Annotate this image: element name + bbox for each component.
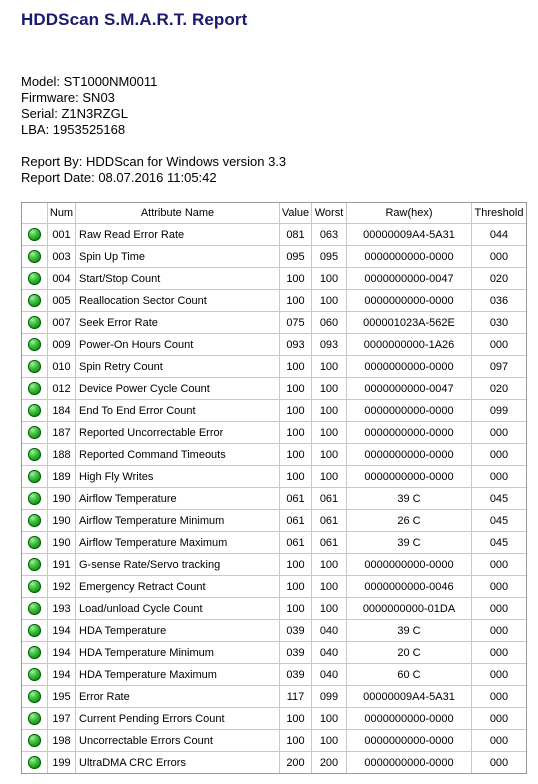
attribute-id: 188 (48, 444, 76, 466)
attribute-name: Device Power Cycle Count (76, 378, 280, 400)
attribute-name: Airflow Temperature Minimum (76, 510, 280, 532)
attribute-name: End To End Error Count (76, 400, 280, 422)
attribute-threshold: 099 (472, 400, 526, 422)
status-cell (22, 224, 48, 246)
table-row (22, 224, 526, 246)
attribute-worst: 100 (312, 730, 347, 752)
status-ok-icon (28, 756, 41, 769)
attribute-threshold: 045 (472, 532, 526, 554)
worst-column-header: Worst (312, 203, 347, 224)
status-cell (22, 554, 48, 576)
spacer (21, 138, 286, 154)
attribute-name: Raw Read Error Rate (76, 224, 280, 246)
attribute-threshold: 000 (472, 642, 526, 664)
attribute-id: 190 (48, 488, 76, 510)
attribute-column-header: Attribute Name (76, 203, 280, 224)
status-cell (22, 598, 48, 620)
table-row (22, 356, 526, 378)
attribute-worst: 100 (312, 598, 347, 620)
attribute-threshold: 000 (472, 444, 526, 466)
attribute-worst: 100 (312, 290, 347, 312)
attribute-worst: 100 (312, 356, 347, 378)
attribute-value: 075 (280, 312, 312, 334)
table-row (22, 554, 526, 576)
attribute-raw: 0000000000-0000 (347, 290, 472, 312)
status-ok-icon (28, 228, 41, 241)
attribute-value: 100 (280, 576, 312, 598)
table-row (22, 312, 526, 334)
table-row (22, 488, 526, 510)
status-ok-icon (28, 536, 41, 549)
attribute-raw: 0000000000-0000 (347, 422, 472, 444)
report-date-line: Report Date: 08.07.2016 11:05:42 (21, 170, 217, 185)
status-cell (22, 400, 48, 422)
attribute-name: Power-On Hours Count (76, 334, 280, 356)
status-ok-icon (28, 272, 41, 285)
attribute-name: HDA Temperature (76, 620, 280, 642)
status-ok-icon (28, 646, 41, 659)
attribute-raw: 0000000000-0047 (347, 268, 472, 290)
attribute-value: 100 (280, 400, 312, 422)
status-ok-icon (28, 624, 41, 637)
attribute-raw: 0000000000-0046 (347, 576, 472, 598)
attribute-id: 194 (48, 664, 76, 686)
attribute-worst: 200 (312, 752, 347, 773)
attribute-id: 195 (48, 686, 76, 708)
status-cell (22, 576, 48, 598)
attribute-worst: 100 (312, 268, 347, 290)
attribute-value: 061 (280, 488, 312, 510)
status-ok-icon (28, 316, 41, 329)
status-cell (22, 334, 48, 356)
status-ok-icon (28, 668, 41, 681)
drive-info (21, 74, 286, 186)
smart-attributes-table (21, 202, 527, 774)
table-row (22, 290, 526, 312)
firmware-line: Firmware: SN03 (21, 90, 115, 105)
attribute-threshold: 000 (472, 730, 526, 752)
attribute-threshold: 000 (472, 334, 526, 356)
attribute-name: High Fly Writes (76, 466, 280, 488)
status-ok-icon (28, 514, 41, 527)
status-cell (22, 378, 48, 400)
table-row (22, 378, 526, 400)
table-row (22, 422, 526, 444)
table-row (22, 752, 526, 773)
table-row (22, 730, 526, 752)
table-row (22, 510, 526, 532)
attribute-raw: 39 C (347, 532, 472, 554)
attribute-value: 100 (280, 730, 312, 752)
attribute-threshold: 044 (472, 224, 526, 246)
attribute-id: 009 (48, 334, 76, 356)
attribute-value: 100 (280, 466, 312, 488)
attribute-threshold: 000 (472, 576, 526, 598)
status-cell (22, 686, 48, 708)
attribute-id: 012 (48, 378, 76, 400)
status-ok-icon (28, 448, 41, 461)
attribute-name: Emergency Retract Count (76, 576, 280, 598)
attribute-value: 093 (280, 334, 312, 356)
attribute-threshold: 000 (472, 708, 526, 730)
attribute-id: 004 (48, 268, 76, 290)
table-row (22, 686, 526, 708)
attribute-threshold: 045 (472, 510, 526, 532)
status-ok-icon (28, 492, 41, 505)
attribute-threshold: 030 (472, 312, 526, 334)
attribute-threshold: 020 (472, 378, 526, 400)
serial-line: Serial: Z1N3RZGL (21, 106, 128, 121)
status-cell (22, 466, 48, 488)
attribute-worst: 063 (312, 224, 347, 246)
attribute-name: Error Rate (76, 686, 280, 708)
attribute-worst: 100 (312, 708, 347, 730)
attribute-worst: 100 (312, 378, 347, 400)
raw-column-header: Raw(hex) (347, 203, 472, 224)
attribute-threshold: 020 (472, 268, 526, 290)
attribute-id: 184 (48, 400, 76, 422)
attribute-worst: 093 (312, 334, 347, 356)
status-ok-icon (28, 426, 41, 439)
status-cell (22, 752, 48, 773)
attribute-value: 100 (280, 598, 312, 620)
attribute-name: Reported Command Timeouts (76, 444, 280, 466)
attribute-threshold: 000 (472, 466, 526, 488)
status-column-header (22, 203, 48, 224)
attribute-threshold: 000 (472, 620, 526, 642)
lba-line: LBA: 1953525168 (21, 122, 126, 137)
attribute-raw: 39 C (347, 488, 472, 510)
attribute-name: Seek Error Rate (76, 312, 280, 334)
attribute-worst: 100 (312, 554, 347, 576)
status-cell (22, 488, 48, 510)
status-cell (22, 246, 48, 268)
attribute-name: Spin Retry Count (76, 356, 280, 378)
attribute-id: 010 (48, 356, 76, 378)
attribute-id: 194 (48, 620, 76, 642)
table-row (22, 268, 526, 290)
attribute-value: 100 (280, 708, 312, 730)
table-row (22, 620, 526, 642)
attribute-value: 039 (280, 664, 312, 686)
attribute-value: 200 (280, 752, 312, 773)
table-row (22, 246, 526, 268)
attribute-threshold: 036 (472, 290, 526, 312)
report-title: HDDScan S.M.A.R.T. Report (21, 10, 248, 29)
attribute-worst: 061 (312, 532, 347, 554)
status-ok-icon (28, 250, 41, 263)
attribute-value: 039 (280, 620, 312, 642)
status-ok-icon (28, 602, 41, 615)
attribute-raw: 0000000000-0000 (347, 730, 472, 752)
status-cell (22, 730, 48, 752)
attribute-id: 191 (48, 554, 76, 576)
attribute-worst: 095 (312, 246, 347, 268)
attribute-id: 189 (48, 466, 76, 488)
attribute-worst: 040 (312, 642, 347, 664)
attribute-raw: 0000000000-0000 (347, 554, 472, 576)
attribute-value: 117 (280, 686, 312, 708)
status-ok-icon (28, 360, 41, 373)
value-column-header: Value (280, 203, 312, 224)
attribute-worst: 099 (312, 686, 347, 708)
attribute-id: 007 (48, 312, 76, 334)
status-cell (22, 268, 48, 290)
attribute-value: 100 (280, 444, 312, 466)
attribute-threshold: 045 (472, 488, 526, 510)
attribute-threshold: 097 (472, 356, 526, 378)
model-line: Model: ST1000NM0011 (21, 74, 158, 89)
attribute-name: Current Pending Errors Count (76, 708, 280, 730)
attribute-id: 187 (48, 422, 76, 444)
status-cell (22, 312, 48, 334)
status-cell (22, 620, 48, 642)
attribute-worst: 060 (312, 312, 347, 334)
threshold-column-header: Threshold (472, 203, 526, 224)
attribute-id: 190 (48, 532, 76, 554)
attribute-threshold: 000 (489, 756, 509, 769)
status-ok-icon (28, 712, 41, 725)
status-cell (22, 444, 48, 466)
attribute-id: 198 (48, 730, 76, 752)
attribute-name: Airflow Temperature Maximum (76, 532, 280, 554)
attribute-raw: 0000000000-0000 (347, 444, 472, 466)
attribute-id: 190 (48, 510, 76, 532)
attribute-name: UltraDMA CRC Errors (76, 752, 280, 773)
attribute-threshold: 000 (472, 422, 526, 444)
attribute-value: 081 (280, 224, 312, 246)
attribute-value: 100 (280, 422, 312, 444)
attribute-worst: 100 (312, 422, 347, 444)
attribute-value: 100 (280, 378, 312, 400)
attribute-worst: 061 (312, 488, 347, 510)
report-by-line: Report By: HDDScan for Windows version 3.3 (21, 154, 287, 169)
attribute-raw: 0000000000-0047 (347, 378, 472, 400)
status-ok-icon (28, 404, 41, 417)
status-ok-icon (28, 470, 41, 483)
table-row (22, 532, 526, 554)
status-ok-icon (28, 580, 41, 593)
status-cell (22, 664, 48, 686)
attribute-worst: 040 (312, 620, 347, 642)
status-cell (22, 290, 48, 312)
attribute-raw: 0000000000-01DA (347, 598, 472, 620)
status-ok-icon (28, 338, 41, 351)
attribute-name: Airflow Temperature (76, 488, 280, 510)
attribute-worst: 100 (312, 400, 347, 422)
attribute-name: Reallocation Sector Count (76, 290, 280, 312)
attribute-name: HDA Temperature Maximum (76, 664, 280, 686)
attribute-worst: 100 (312, 576, 347, 598)
table-row (22, 444, 526, 466)
attribute-raw: 0000000000-0000 (347, 400, 472, 422)
attribute-raw: 00000009A4-5A31 (347, 686, 472, 708)
status-cell (22, 532, 48, 554)
attribute-worst: 061 (312, 510, 347, 532)
table-row (22, 708, 526, 730)
attribute-id: 197 (48, 708, 76, 730)
attribute-value: 039 (280, 642, 312, 664)
attribute-worst: 100 (312, 466, 347, 488)
attribute-value: 100 (280, 356, 312, 378)
status-ok-icon (28, 294, 41, 307)
attribute-name: G-sense Rate/Servo tracking (76, 554, 280, 576)
attribute-name: Start/Stop Count (76, 268, 280, 290)
attribute-id: 003 (48, 246, 76, 268)
attribute-id: 192 (48, 576, 76, 598)
table-row (22, 334, 526, 356)
attribute-name: Reported Uncorrectable Error (76, 422, 280, 444)
attribute-id: 199 (48, 752, 76, 773)
status-cell (22, 510, 48, 532)
status-ok-icon (28, 558, 41, 571)
table-row (22, 576, 526, 598)
attribute-raw: 000001023A-562E (347, 312, 472, 334)
table-row (22, 664, 526, 686)
status-ok-icon (28, 734, 41, 747)
status-cell (22, 356, 48, 378)
attribute-worst: 100 (312, 444, 347, 466)
attribute-value: 061 (280, 532, 312, 554)
attribute-worst: 040 (312, 664, 347, 686)
attribute-raw: 26 C (347, 510, 472, 532)
attribute-raw: 0000000000-0000 (347, 708, 472, 730)
attribute-id: 194 (48, 642, 76, 664)
status-cell (22, 708, 48, 730)
attribute-name: Spin Up Time (76, 246, 280, 268)
attribute-value: 095 (280, 246, 312, 268)
attribute-raw: 0000000000-0000 (347, 246, 472, 268)
table-row (22, 400, 526, 422)
num-column-header: Num (48, 203, 76, 224)
attribute-id: 005 (48, 290, 76, 312)
status-ok-icon (28, 690, 41, 703)
table-row (22, 642, 526, 664)
attribute-threshold: 000 (472, 554, 526, 576)
attribute-name: Load/unload Cycle Count (76, 598, 280, 620)
attribute-raw: 0000000000-0000 (347, 466, 472, 488)
status-cell (22, 642, 48, 664)
attribute-name: HDA Temperature Minimum (76, 642, 280, 664)
attribute-raw: 20 C (347, 642, 472, 664)
attribute-raw: 0000000000-1A26 (347, 334, 472, 356)
attribute-raw: 39 C (347, 620, 472, 642)
attribute-id: 001 (48, 224, 76, 246)
status-ok-icon (28, 382, 41, 395)
attribute-raw: 00000009A4-5A31 (347, 224, 472, 246)
attribute-raw: 0000000000-0000 (347, 752, 472, 773)
attribute-id: 193 (48, 598, 76, 620)
attribute-threshold: 000 (472, 686, 526, 708)
attribute-threshold: 000 (472, 664, 526, 686)
attribute-value: 100 (280, 554, 312, 576)
attribute-raw: 0000000000-0000 (347, 356, 472, 378)
attribute-value: 061 (280, 510, 312, 532)
attribute-value: 100 (280, 268, 312, 290)
attribute-value: 100 (280, 290, 312, 312)
table-row (22, 598, 526, 620)
table-header-row (22, 203, 526, 224)
attribute-threshold: 000 (472, 246, 526, 268)
attribute-threshold: 000 (472, 598, 526, 620)
status-cell (22, 422, 48, 444)
attribute-name: Uncorrectable Errors Count (76, 730, 280, 752)
table-row (22, 466, 526, 488)
attribute-raw: 60 C (347, 664, 472, 686)
